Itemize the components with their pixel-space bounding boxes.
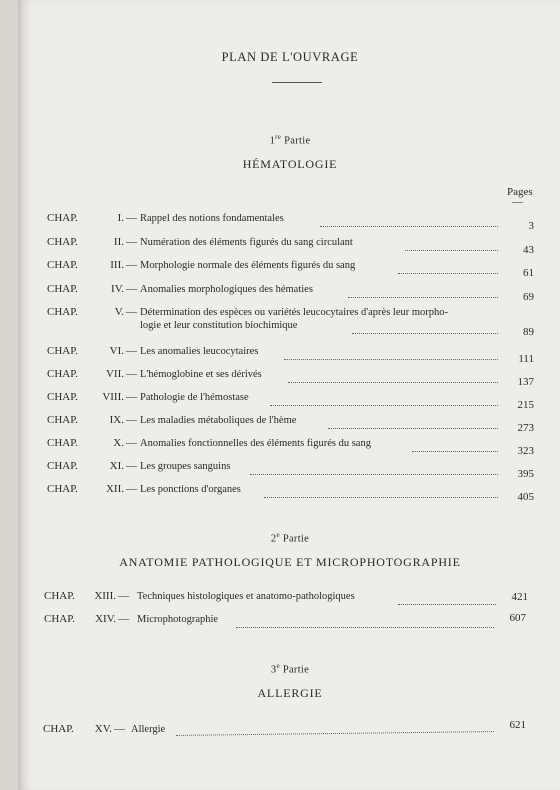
- toc-row-num: VI.: [109, 345, 124, 357]
- toc-row-page: 621: [509, 719, 526, 731]
- part-1-label: 1re Partie: [269, 133, 311, 147]
- toc-row-dash: —: [114, 723, 125, 735]
- toc-row-page: 69: [523, 291, 534, 303]
- toc-row-title: Rappel des notions fondamentales: [140, 213, 284, 224]
- toc-row-num: I.: [117, 212, 124, 224]
- title-rule: [272, 82, 322, 83]
- leader-dots: [398, 273, 498, 274]
- toc-row-title: L'hémoglobine et ses dérivés: [140, 369, 262, 380]
- toc-row-page: 215: [517, 399, 534, 411]
- toc-row-dash: —: [126, 460, 137, 472]
- toc-row-dash: —: [118, 613, 129, 625]
- toc-row-dash: —: [126, 345, 137, 357]
- pages-header-dash: —: [512, 196, 523, 208]
- toc-row-chap: CHAP.: [44, 613, 75, 625]
- leader-dots: [284, 359, 498, 360]
- toc-row-num: XV.: [94, 723, 112, 735]
- leader-dots: [398, 604, 496, 605]
- toc-row-title: Numération des éléments figurés du sang circulant: [140, 237, 353, 248]
- leader-dots: [236, 627, 494, 628]
- leader-dots: [328, 428, 498, 429]
- part-2-label: 2e Partie: [270, 531, 310, 545]
- part-3-label: 3e Partie: [270, 662, 310, 676]
- toc-row-chap: CHAP.: [47, 345, 78, 357]
- leader-dots: [320, 226, 498, 227]
- toc-row-dash: —: [126, 437, 137, 449]
- toc-row-page: 111: [518, 353, 534, 365]
- toc-row-num: XI.: [109, 460, 124, 472]
- pages-column-header: Pages: [507, 186, 533, 198]
- toc-row-page: 273: [517, 422, 534, 434]
- toc-row-chap: CHAP.: [47, 212, 78, 224]
- toc-row-page: 421: [511, 591, 528, 603]
- toc-row-chap: CHAP.: [47, 306, 78, 318]
- leader-dots: [405, 250, 498, 251]
- toc-row-page: 61: [523, 267, 534, 279]
- toc-row-title: Morphologie normale des éléments figurés du sang: [140, 260, 356, 271]
- toc-row-title: Anomalies fonctionnelles des éléments figurés du sang: [140, 438, 371, 449]
- toc-row-num: XII.: [105, 483, 124, 495]
- toc-row-num: XIV.: [95, 613, 116, 625]
- toc-row-dash: —: [126, 212, 137, 224]
- toc-row-page: 405: [517, 491, 534, 503]
- leader-dots: [264, 497, 498, 498]
- toc-row-title: Les maladies métaboliques de l'hème: [140, 415, 297, 426]
- leader-dots: [348, 297, 498, 298]
- toc-row-chap: CHAP.: [47, 259, 78, 271]
- toc-row-dash: —: [126, 283, 137, 295]
- part-2-title: ANATOMIE PATHOLOGIQUE ET MICROPHOTOGRAPHIE: [119, 555, 461, 569]
- toc-row-title: Techniques histologiques et anatomo-pathologiques: [137, 591, 355, 602]
- toc-row-dash: —: [126, 306, 137, 318]
- part-1-title: HÉMATOLOGIE: [242, 157, 338, 171]
- toc-row-num: IV.: [111, 283, 124, 295]
- toc-row-title: Détermination des espèces ou variétés leucocytaires d'après leur morpho-: [140, 307, 449, 318]
- leader-dots: [412, 451, 498, 452]
- toc-row-chap: CHAP.: [47, 483, 78, 495]
- toc-row-num: VIII.: [102, 391, 124, 403]
- toc-row-page: 323: [517, 445, 534, 457]
- toc-row-title: Les ponctions d'organes: [140, 484, 241, 495]
- toc-row-chap: CHAP.: [47, 414, 78, 426]
- toc-row-page: 3: [528, 220, 534, 232]
- toc-row-title: Anomalies morphologiques des hématies: [140, 284, 313, 295]
- toc-row-page: 607: [509, 612, 526, 624]
- toc-row-dash: —: [126, 259, 137, 271]
- toc-row-dash: —: [126, 236, 137, 248]
- toc-row-dash: —: [126, 483, 137, 495]
- toc-row-title: Les groupes sanguins: [140, 461, 231, 472]
- toc-row-dash: —: [126, 368, 137, 380]
- toc-row-title: Microphotographie: [137, 614, 219, 625]
- toc-row-dash: —: [126, 391, 137, 403]
- toc-row-chap: CHAP.: [47, 391, 78, 403]
- toc-row-num: III.: [110, 259, 124, 271]
- toc-row-page: 43: [523, 244, 534, 256]
- toc-row-title: Pathologie de l'hémostase: [140, 392, 249, 403]
- page-title: PLAN DE L'OUVRAGE: [221, 50, 359, 64]
- toc-row-dash: —: [126, 414, 137, 426]
- part-3-title: ALLERGIE: [257, 686, 323, 700]
- toc-row-title: Allergie: [131, 724, 166, 735]
- toc-row-chap: CHAP.: [44, 590, 75, 602]
- toc-row-chap: CHAP.: [47, 460, 78, 472]
- toc-row-page: 89: [523, 326, 534, 338]
- toc-row-chap: CHAP.: [47, 283, 78, 295]
- toc-row-num: V.: [114, 306, 124, 318]
- toc-row-page: 395: [517, 468, 534, 480]
- toc-row-chap: CHAP.: [47, 368, 78, 380]
- toc-row-chap: CHAP.: [47, 236, 78, 248]
- toc-row-num: VII.: [105, 368, 124, 380]
- toc-row-num: X.: [113, 437, 124, 449]
- toc-row-num: IX.: [109, 414, 124, 426]
- toc-row-chap: CHAP.: [43, 723, 74, 735]
- leader-dots: [250, 474, 498, 475]
- toc-row-dash: —: [118, 590, 129, 602]
- leader-dots: [270, 405, 498, 406]
- toc-row-title-continued: logie et leur constitution biochimique: [140, 320, 298, 331]
- leader-dots: [288, 382, 498, 383]
- toc-row-title: Les anomalies leucocytaires: [140, 346, 259, 357]
- leader-dots: [352, 333, 498, 334]
- toc-row-chap: CHAP.: [47, 437, 78, 449]
- toc-row-page: 137: [517, 376, 534, 388]
- toc-row-num: XIII.: [94, 590, 116, 602]
- toc-row-num: II.: [113, 236, 124, 248]
